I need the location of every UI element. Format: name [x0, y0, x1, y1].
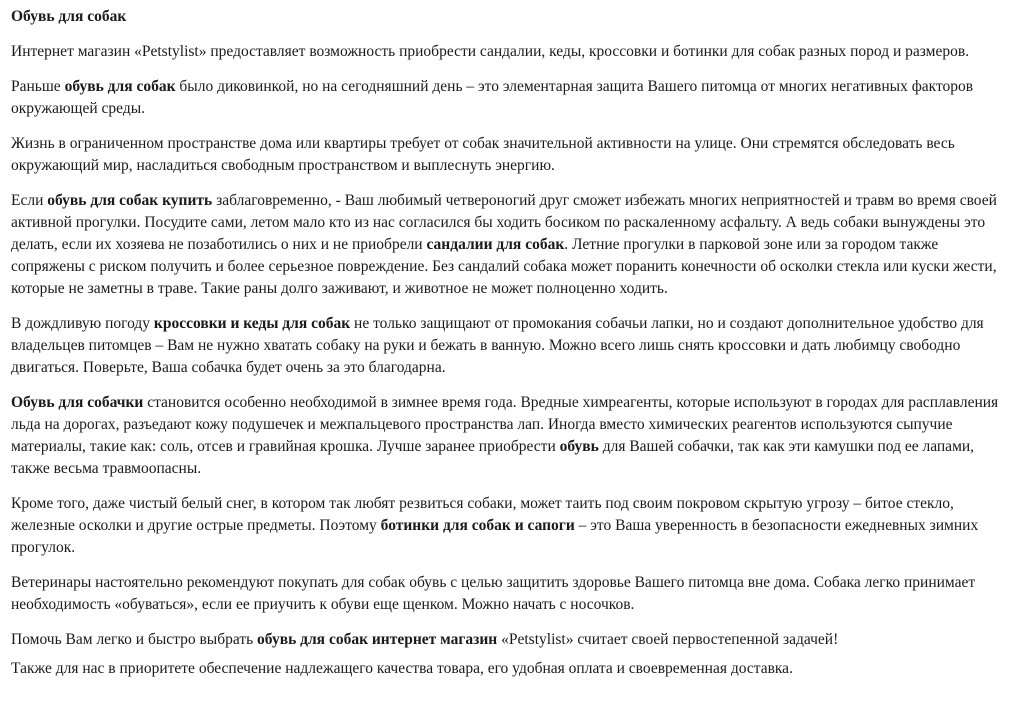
paragraph-p5	[11, 313, 1013, 379]
page-title: Обувь для собак	[11, 8, 127, 25]
keyword-bold: обувь для собак купить	[47, 192, 213, 209]
keyword-bold: обувь для собак	[64, 78, 176, 95]
text-segment: Если	[11, 192, 48, 209]
keyword-bold: ботинки для собак и сапоги	[380, 517, 575, 534]
paragraph-p2	[11, 76, 1013, 120]
text-segment: Также для нас в приоритете обеспечение надлежащего качества товара, его удобная оплата и своевременная доставка.	[11, 660, 793, 677]
text-segment: Ветеринары настоятельно рекомендуют покупать для собак обувь с целью защитить здоровье Вашего питомца вне дома. Собака легко принимает необходимость «обуваться», если ее приучить к обуви еще щенком. Можно начать с носочков.	[11, 574, 976, 613]
text-segment: заблаговременно, - Ваш любимый четвероногий друг сможет избежать многих неприятностей и травм во время своей активной прогулки. Посудите сами, летом мало кто из нас согласился бы ходить босиком по раскаленному асфальту. А ведь собаки вынуждены это делать, если их хозяева не позаботились о них и не приобрели	[11, 192, 997, 253]
paragraph-p6	[11, 392, 1013, 480]
paragraph-p3	[11, 133, 1013, 177]
paragraph-p8	[11, 572, 1013, 616]
text-segment: было диковинкой, но на сегодняшний день – это элементарная защита Вашего питомца от многих негативных факторов окружающей среды.	[11, 78, 974, 117]
paragraph-intro	[11, 41, 1013, 63]
article-body	[11, 41, 1013, 680]
text-segment: Помочь Вам легко и быстро выбрать	[11, 631, 258, 648]
text-segment: – это Ваша уверенность в безопасности ежедневных зимних прогулок.	[11, 517, 979, 556]
keyword-bold: обувь	[559, 438, 599, 455]
text-segment: Раньше	[11, 78, 65, 95]
keyword-bold: Обувь для собачки	[11, 394, 144, 411]
paragraph-p10	[11, 658, 1013, 680]
paragraph-p4	[11, 190, 1013, 300]
keyword-bold: кроссовки и кеды для собак	[153, 315, 351, 332]
text-segment: Жизнь в ограниченном пространстве дома или квартиры требует от собак значительной активности на улице. Они стремятся обследовать весь окружающий мир, насладиться свободным пространством и выплеснуть энергию.	[11, 135, 955, 174]
text-segment: Интернет магазин «Petstylist» предоставляет возможность приобрести сандалии, кеды, кроссовки и ботинки для собак разных пород и размеров.	[11, 43, 970, 60]
text-segment: «Petstylist» считает своей первостепенной задачей!	[497, 631, 839, 648]
keyword-bold: обувь для собак интернет магазин	[257, 631, 498, 648]
paragraph-p7	[11, 493, 1013, 559]
keyword-bold: сандалии для собак	[426, 236, 565, 253]
text-segment: не только защищают от промокания собачьи лапки, но и создают дополнительное удобство для владельцев питомцев – Вам не нужно хватать собаку на руки и бежать в ванную. Можно всего лишь снять кроссовки и дать любимцу свободно двигаться. Поверьте, Ваша собачка будет очень за это благодарна.	[11, 315, 984, 376]
text-segment: . Летние прогулки в парковой зоне или за городом также сопряжены с риском получить и более серьезное повреждение. Без сандалий собака может поранить конечности об осколки стекла или куски жести, которые не заметны в траве. Такие раны долго заживают, и животное не может полноценно ходить.	[11, 236, 997, 297]
text-segment: для Вашей собачки, так как эти камушки под ее лапами, также весьма травмоопасны.	[11, 438, 975, 477]
text-segment: Кроме того, даже чистый белый снег, в котором так любят резвиться собаки, может таить под своим покровом скрытую угрозу – битое стекло, железные осколки и другие острые предметы. Поэтому	[11, 495, 954, 534]
text-segment: В дождливую погоду	[11, 315, 154, 332]
paragraph-p9	[11, 629, 1013, 651]
text-segment: становится особенно необходимой в зимнее время года. Вредные химреагенты, которые используют в городах для расплавления льда на дорогах, разъедают кожу подушечек и межпальцевого пространства лап. Иногда вместо химических реагентов используются сыпучие материалы, такие как: соль, отсев и гравийная крошка. Лучше заранее приобрести	[11, 394, 999, 455]
